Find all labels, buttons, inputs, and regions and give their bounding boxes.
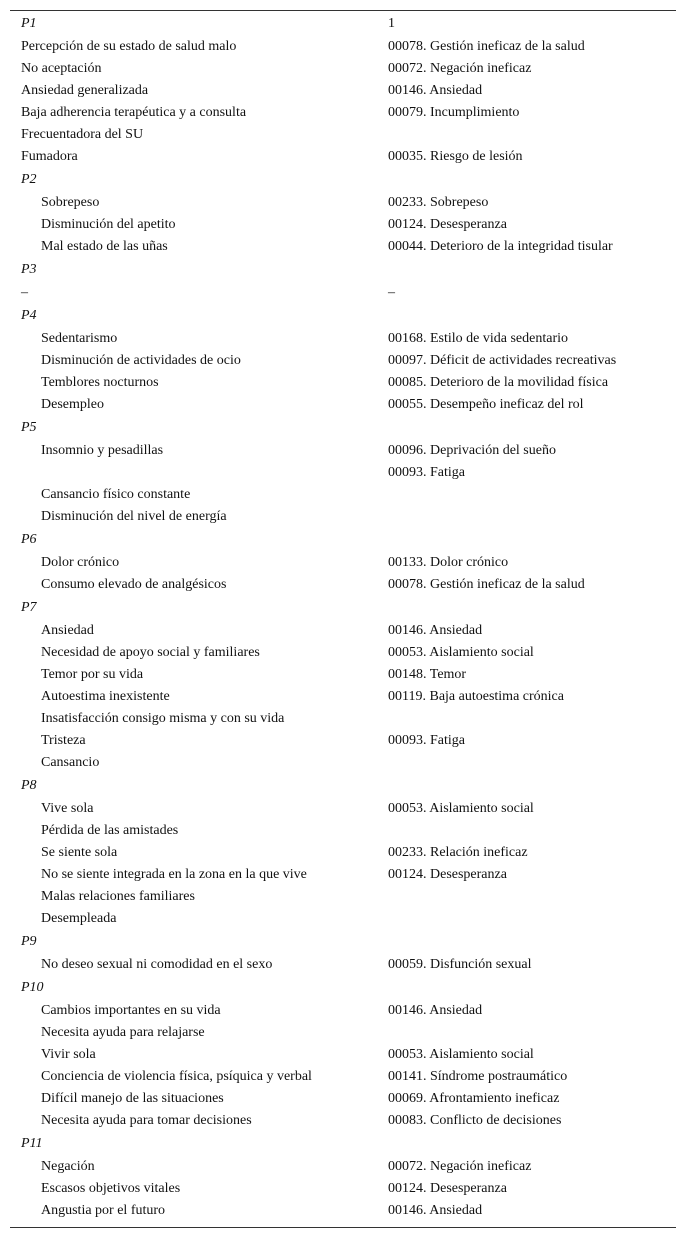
finding-cell: No aceptación — [21, 61, 102, 76]
finding-cell: Cansancio físico constante — [41, 487, 191, 502]
diagnosis-cell: 00044. Deterioro de la integridad tisular — [388, 239, 613, 254]
table-row — [10, 394, 676, 416]
finding-cell: Frecuentadora del SU — [21, 127, 144, 142]
table-row — [10, 1022, 676, 1044]
table-row — [10, 372, 676, 394]
section-header-row — [10, 930, 676, 954]
finding-cell: Cansancio — [41, 755, 100, 770]
finding-cell: Percepción de su estado de salud malo — [21, 39, 237, 54]
diagnosis-cell: 00097. Déficit de actividades recreativas — [388, 353, 617, 368]
table-row — [10, 102, 676, 124]
diagnosis-cell: 00053. Aislamiento social — [388, 645, 534, 660]
finding-cell: Necesita ayuda para relajarse — [41, 1025, 205, 1040]
table-row — [10, 80, 676, 102]
finding-cell: Escasos objetivos vitales — [41, 1181, 181, 1196]
table-row — [10, 282, 676, 304]
section-label: P2 — [21, 172, 37, 187]
finding-cell: Conciencia de violencia física, psíquica y verbal — [41, 1069, 312, 1084]
finding-cell: Angustia por el futuro — [41, 1203, 166, 1218]
table-row — [10, 58, 676, 80]
diagnosis-cell: 00072. Negación ineficaz — [388, 61, 532, 76]
diagnosis-cell: 00053. Aislamiento social — [388, 801, 534, 816]
table-row — [10, 1178, 676, 1200]
diagnosis-cell: 00035. Riesgo de lesión — [388, 149, 523, 164]
finding-cell: No deseo sexual ni comodidad en el sexo — [41, 957, 273, 972]
finding-cell: Necesita ayuda para tomar decisiones — [41, 1113, 252, 1128]
table-row — [10, 642, 676, 664]
section-header-row — [10, 416, 676, 440]
table-row — [10, 1110, 676, 1132]
diagnosis-cell: 00079. Incumplimiento — [388, 105, 520, 120]
table-row — [10, 192, 676, 214]
section-label: P6 — [21, 532, 37, 547]
finding-cell: No se siente integrada en la zona en la que vive — [41, 867, 307, 882]
finding-cell: Consumo elevado de analgésicos — [41, 577, 227, 592]
table-row — [10, 462, 676, 484]
section-label: P4 — [21, 308, 37, 323]
finding-cell: Tristeza — [41, 733, 86, 748]
finding-cell: Baja adherencia terapéutica y a consulta — [21, 105, 247, 120]
finding-cell: Desempleo — [41, 397, 104, 412]
finding-cell: Autoestima inexistente — [41, 689, 170, 704]
diagnosis-cell: 00093. Fatiga — [388, 733, 465, 748]
table-row — [10, 552, 676, 574]
diagnosis-cell: 00078. Gestión ineficaz de la salud — [388, 39, 585, 54]
section-label: P11 — [21, 1136, 43, 1151]
finding-cell: Temor por su vida — [41, 667, 144, 682]
diagnosis-cell: 00146. Ansiedad — [388, 1203, 483, 1218]
table-row — [10, 214, 676, 236]
diagnosis-cell: 00146. Ansiedad — [388, 623, 483, 638]
diagnosis-cell: 00133. Dolor crónico — [388, 555, 509, 570]
table-row — [10, 708, 676, 730]
diagnosis-cell: 00069. Afrontamiento ineficaz — [388, 1091, 560, 1106]
table-row — [10, 908, 676, 930]
section-header-row — [10, 168, 676, 192]
section-label: P1 — [21, 16, 37, 31]
table-row — [10, 236, 676, 258]
table-row — [10, 730, 676, 752]
section-header-row — [10, 528, 676, 552]
finding-cell: Mal estado de las uñas — [41, 239, 168, 254]
diagnosis-cell: 00093. Fatiga — [388, 465, 465, 480]
finding-cell: Negación — [41, 1159, 95, 1174]
table-row — [10, 350, 676, 372]
table-row — [10, 842, 676, 864]
finding-cell: Insatisfacción consigo misma y con su vida — [41, 711, 285, 726]
table-row — [10, 1088, 676, 1110]
diagnosis-cell: 00078. Gestión ineficaz de la salud — [388, 577, 585, 592]
table-row — [10, 146, 676, 168]
diagnosis-cell: 00124. Desesperanza — [388, 867, 507, 882]
table-row — [10, 440, 676, 462]
finding-cell: Sobrepeso — [41, 195, 100, 210]
section-label: P10 — [21, 980, 44, 995]
table-row — [10, 1066, 676, 1088]
section-label: P3 — [21, 262, 37, 277]
section-label: P7 — [21, 600, 37, 615]
table-row — [10, 1044, 676, 1066]
finding-cell: Disminución del apetito — [41, 217, 176, 232]
section-header-row — [10, 304, 676, 328]
table-row — [10, 506, 676, 528]
table-row — [10, 1200, 676, 1222]
diagnosis-cell: – — [388, 285, 395, 300]
finding-cell: Necesidad de apoyo social y familiares — [41, 645, 260, 660]
table-row — [10, 1000, 676, 1022]
section-label: P9 — [21, 934, 37, 949]
section-header-row — [10, 1132, 676, 1156]
diagnosis-cell: 00168. Estilo de vida sedentario — [388, 331, 569, 346]
diagnosis-cell: 00055. Desempeño ineficaz del rol — [388, 397, 584, 412]
section-header-row — [10, 258, 676, 282]
finding-cell: Desempleada — [41, 911, 117, 926]
section-label: P5 — [21, 420, 37, 435]
finding-cell: Malas relaciones familiares — [41, 889, 195, 904]
section-value: 1 — [388, 16, 395, 31]
diagnosis-cell: 00233. Sobrepeso — [388, 195, 489, 210]
table-row — [10, 886, 676, 908]
table-row — [10, 752, 676, 774]
diagnosis-cell: 00072. Negación ineficaz — [388, 1159, 532, 1174]
table-row — [10, 484, 676, 506]
diagnosis-cell: 00124. Desesperanza — [388, 217, 507, 232]
finding-cell: Pérdida de las amistades — [41, 823, 179, 838]
diagnosis-cell: 00053. Aislamiento social — [388, 1047, 534, 1062]
section-header-row — [10, 774, 676, 798]
finding-cell: Dolor crónico — [41, 555, 120, 570]
finding-cell: Vivir sola — [41, 1047, 96, 1062]
finding-cell: Difícil manejo de las situaciones — [41, 1091, 224, 1106]
finding-cell: Se siente sola — [41, 845, 118, 860]
finding-cell: Disminución del nivel de energía — [41, 509, 227, 524]
finding-cell: Vive sola — [41, 801, 94, 816]
table-row — [10, 686, 676, 708]
table-row — [10, 664, 676, 686]
section-header-row — [10, 12, 676, 36]
finding-cell: Cambios importantes en su vida — [41, 1003, 221, 1018]
nursing-diagnosis-table — [10, 10, 676, 1228]
diagnosis-cell: 00146. Ansiedad — [388, 83, 483, 98]
table-row — [10, 574, 676, 596]
finding-cell: Temblores nocturnos — [41, 375, 159, 390]
diagnosis-cell: 00124. Desesperanza — [388, 1181, 507, 1196]
table-row — [10, 124, 676, 146]
finding-cell: Disminución de actividades de ocio — [41, 353, 241, 368]
section-label: P8 — [21, 778, 37, 793]
diagnosis-cell: 00141. Síndrome postraumático — [388, 1069, 568, 1084]
section-header-row — [10, 596, 676, 620]
table-row — [10, 820, 676, 842]
finding-cell: Fumadora — [21, 149, 78, 164]
table-row — [10, 1156, 676, 1178]
table-row — [10, 798, 676, 820]
diagnosis-cell: 00146. Ansiedad — [388, 1003, 483, 1018]
finding-cell: Ansiedad generalizada — [21, 83, 149, 98]
table-row — [10, 328, 676, 350]
finding-cell: – — [21, 285, 28, 300]
table-row — [10, 954, 676, 976]
diagnosis-cell: 00083. Conflicto de decisiones — [388, 1113, 562, 1128]
finding-cell: Insomnio y pesadillas — [41, 443, 164, 458]
diagnosis-cell: 00085. Deterioro de la movilidad física — [388, 375, 609, 390]
table-row — [10, 36, 676, 58]
finding-cell: Sedentarismo — [41, 331, 118, 346]
section-header-row — [10, 976, 676, 1000]
diagnosis-cell: 00233. Relación ineficaz — [388, 845, 528, 860]
diagnosis-cell: 00059. Disfunción sexual — [388, 957, 532, 972]
diagnosis-cell: 00119. Baja autoestima crónica — [388, 689, 564, 704]
table-row — [10, 620, 676, 642]
diagnosis-cell: 00096. Deprivación del sueño — [388, 443, 556, 458]
finding-cell: Ansiedad — [41, 623, 94, 638]
table-row — [10, 864, 676, 886]
diagnosis-cell: 00148. Temor — [388, 667, 467, 682]
